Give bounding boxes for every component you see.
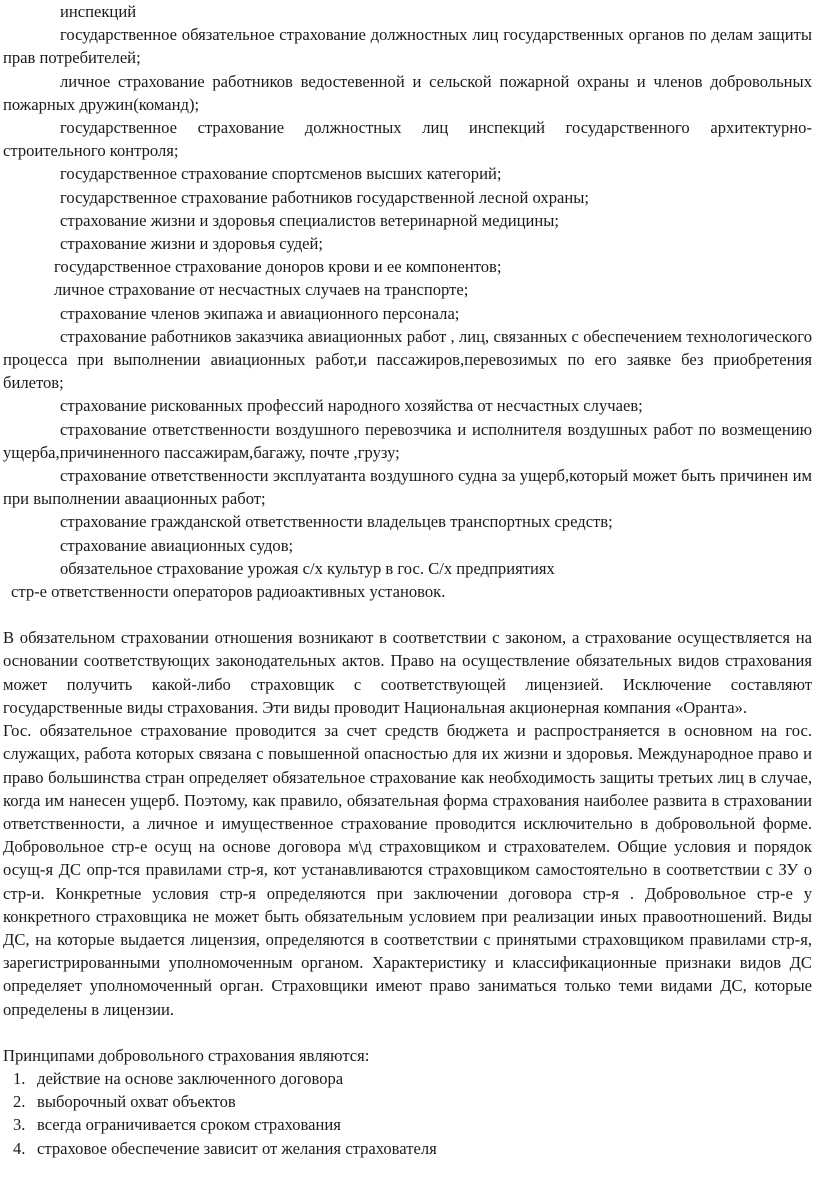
- list-item: государственное страхование работников государственной лесной охраны;: [60, 187, 590, 207]
- spacer: [3, 1021, 812, 1044]
- paragraph-state-insurance: Гос. обязательное страхование проводится за счет средств бюджета и распространяется в основном на гос. служащих, работа которых связана с повышенной опасностью для их жизни и здоровья. Международное право и право большинства стран определяет обязательное страхование как необходимость защиты третьих лиц в случае, когда им нанесен ущерб. Поэтому, как правило, обязательная форма страхования наиболее развита в страховании ответственности, а личное и имущественное страхование проводится исключительно в добровольной форме. Добровольное стр-е осущ на основе договора м\д страховщиком и страхователем. Общие условия и порядок осущ-я ДС опр-тся правилами стр-я, кот устанавливаются страховщиком самостоятельно в соответствии с ЗУ о стр-и. Конкретные условия стр-я определяются при заключении договора стр-я . Добровольное стр-е у конкретного страховщика не может быть обязательным условием при реализации иных правоотношений. Виды ДС, на которые выдается лицензия, определяются в соответствии с принятыми страховщиком правилами стр-я, зарегистрированными уполномоченным органом. Характеристику и классификационные признаки видов ДС определяет уполномоченный орган. Страховщики имеют право заниматься только теми видами ДС, которые определены в лицензии.: [3, 721, 812, 1019]
- list-item: обязательное страхование урожая с/х культур в гос. С/х предприятиях: [60, 558, 555, 578]
- principle-item: [3, 1090, 812, 1113]
- list-item: личное страхование от несчастных случаев на транспорте;: [54, 280, 469, 300]
- principles-list: [3, 1067, 812, 1160]
- principle-number: 3.: [13, 1115, 26, 1135]
- list-item: страхование жизни и здоровья судей;: [60, 234, 324, 254]
- list-item: страхование жизни и здоровья специалистов ветеринарной медицины;: [60, 210, 560, 230]
- list-item: страхование ответственности воздушного перевозчика и исполнителя воздушных работ по возмещению ущерба,причиненного пассажирам,багажу, почте ,грузу;: [3, 419, 812, 462]
- list-item: страхование рискованных профессий народного хозяйства от несчастных случаев;: [60, 396, 643, 416]
- list-item: страхование членов экипажа и авиационного персонала;: [60, 303, 460, 323]
- insurance-list: [3, 23, 812, 603]
- list-item: государственное страхование должностных лиц инспекций государственного архитектурно-строительного контроля;: [3, 118, 812, 161]
- list-item: страхование работников заказчика авиационных работ , лиц, связанных с обеспечением технологического процесса при выполнении авиационных работ,и пассажиров,перевозимых по его заявке без приобретения билетов;: [3, 326, 812, 393]
- list-item: государственное страхование спортсменов высших категорий;: [60, 164, 502, 184]
- principle-text: выборочный охват объектов: [37, 1092, 236, 1112]
- principle-text: страховое обеспечение зависит от желания страхователя: [37, 1138, 437, 1158]
- principle-number: 2.: [13, 1092, 26, 1112]
- principle-number: 1.: [13, 1068, 26, 1088]
- principle-text: всегда ограничивается сроком страхования: [37, 1115, 341, 1135]
- list-item: страхование авиационных судов;: [60, 535, 294, 555]
- paragraph-compulsory-insurance: В обязательном страховании отношения возникают в соответствии с законом, а страхование осуществляется на основании соответствующих законодательных актов. Право на осуществление обязательных видов страхования может получить какой-либо страховщик с соответствующей лицензией. Исключение составляют государственные виды страхования. Эти виды проводит Национальная акционерная компания «Оранта».: [3, 628, 812, 717]
- list-item: личное страхование работников ведостевенной и сельской пожарной охраны и членов добровольных пожарных дружин(команд);: [3, 71, 812, 114]
- spacer: [3, 603, 812, 626]
- list-item: страхование ответственности эксплуатанта воздушного судна за ущерб,который может быть причинен им при выполнении аваационных работ;: [3, 466, 812, 509]
- list-intro-tail: инспекций: [60, 2, 137, 21]
- principle-text: действие на основе заключенного договора: [37, 1068, 344, 1088]
- principles-title: Принципами добровольного страхования являются:: [3, 1045, 370, 1065]
- principle-item: [3, 1113, 812, 1136]
- list-item: стр-е ответственности операторов радиоактивных установок.: [11, 582, 446, 602]
- list-item: страхование гражданской ответственности владельцев транспортных средств;: [60, 512, 613, 532]
- principle-item: [3, 1137, 812, 1160]
- list-item: государственное обязательное страхование должностных лиц государственных органов по делам защиты прав потребителей;: [3, 25, 812, 68]
- principle-number: 4.: [13, 1138, 26, 1158]
- list-item: государственное страхование доноров крови и ее компонентов;: [54, 257, 502, 277]
- principle-item: [3, 1067, 812, 1090]
